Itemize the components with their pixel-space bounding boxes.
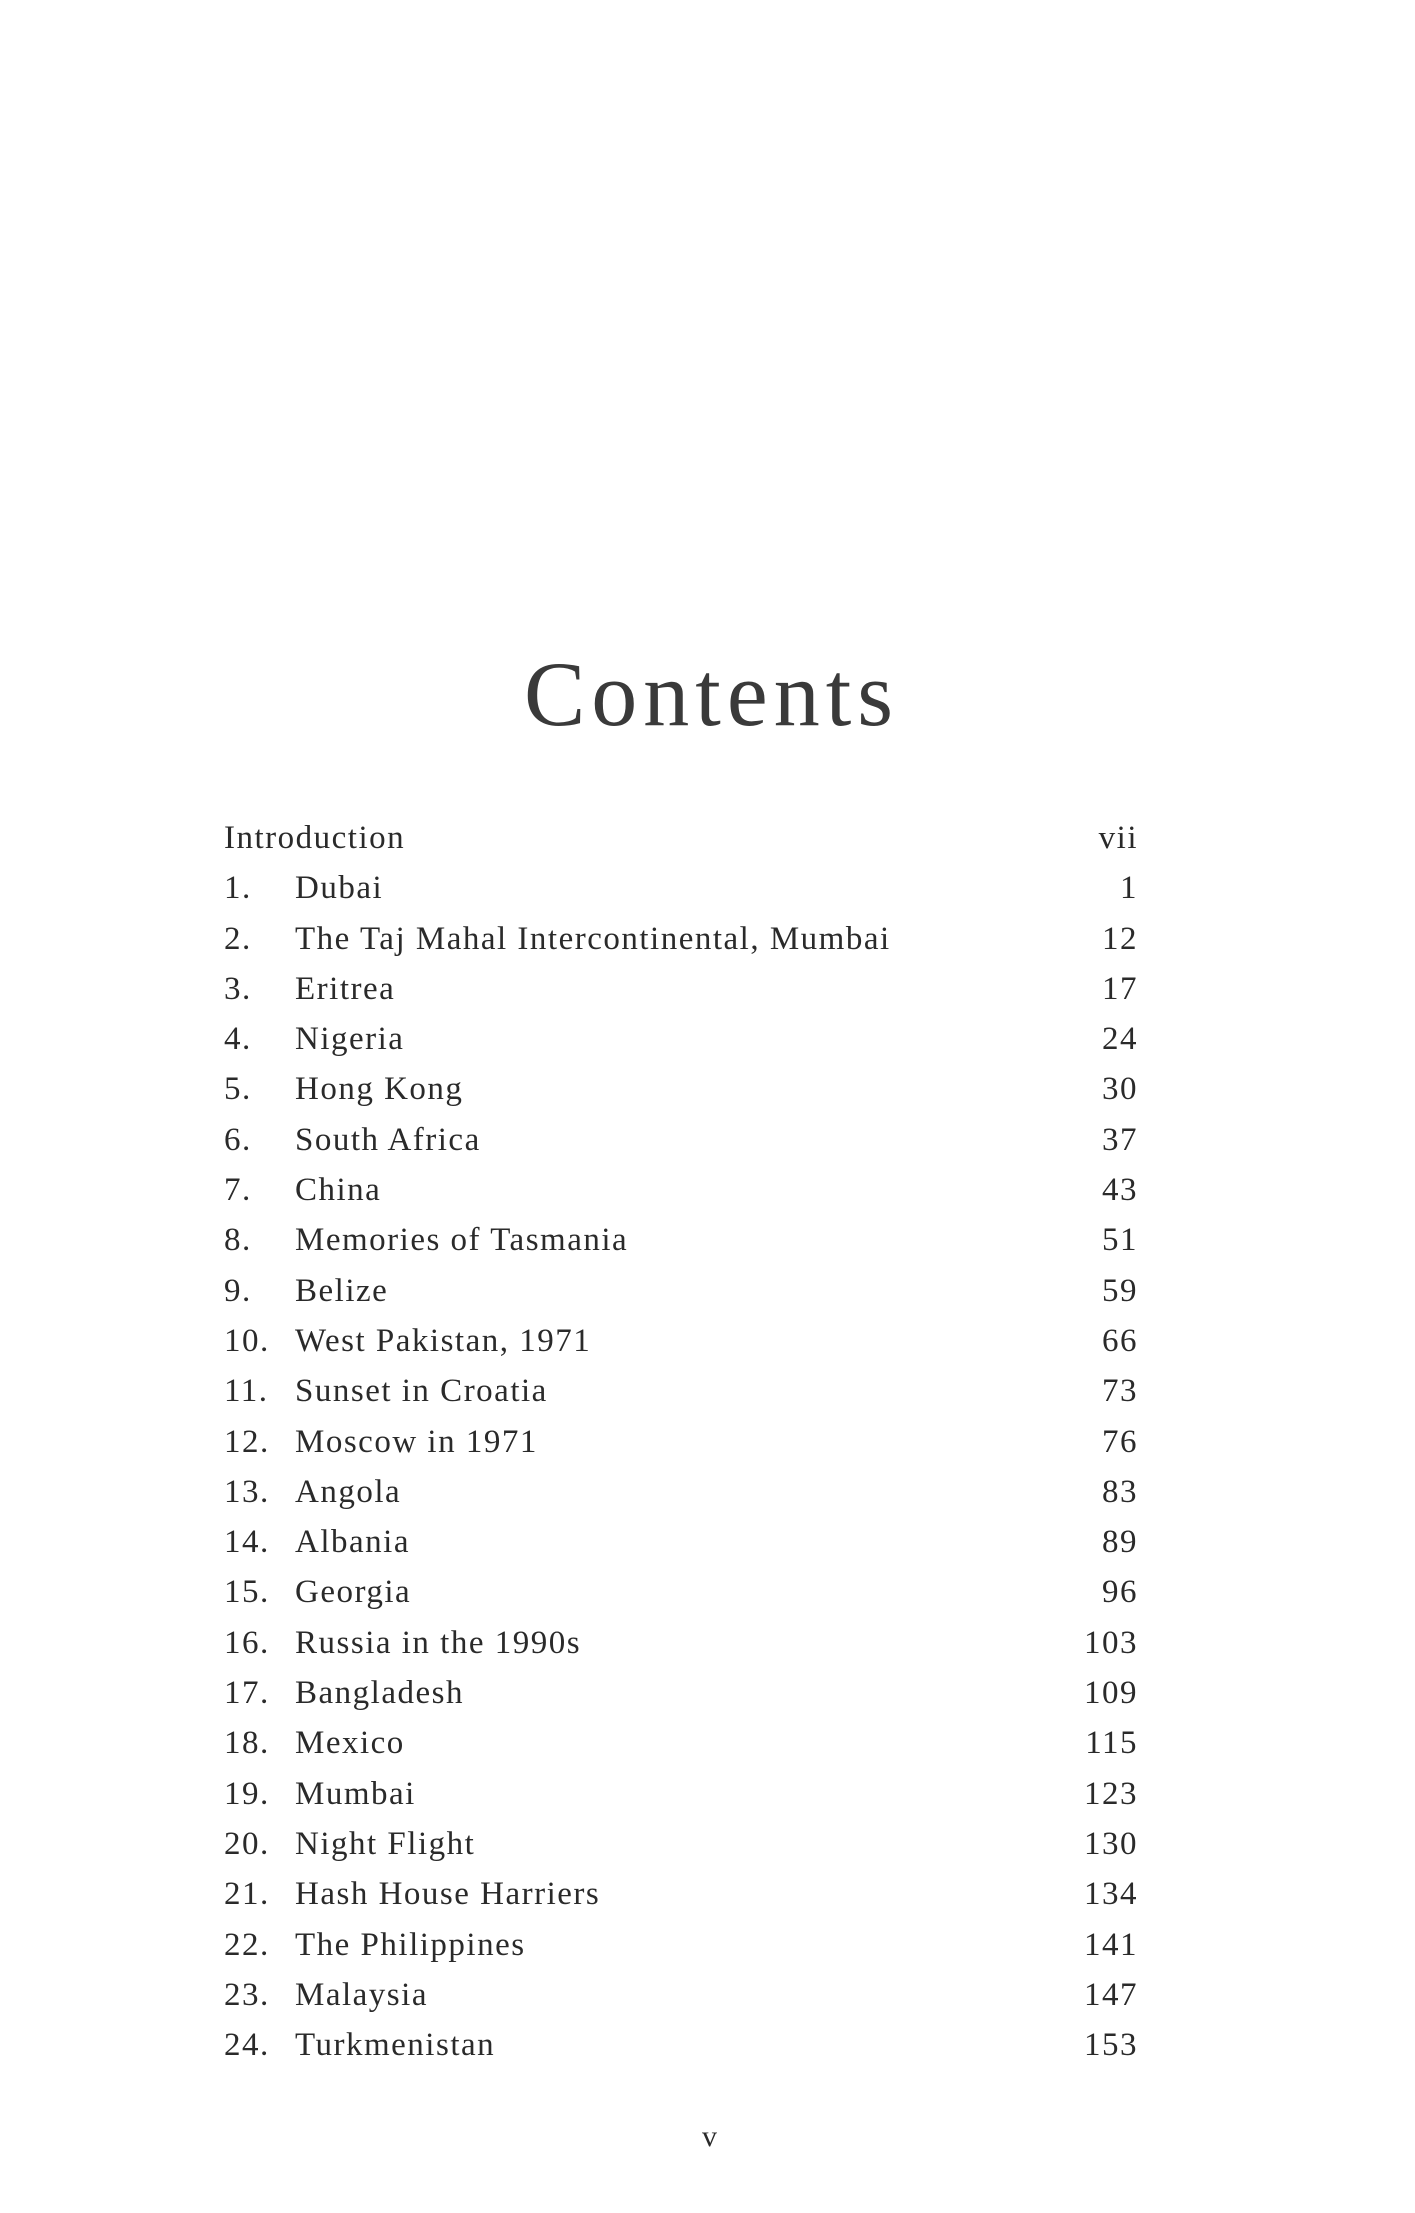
toc-entry-title: Hash House Harriers [295,1876,601,1913]
toc-entry-page: 109 [1084,1675,1138,1712]
toc-entry-page: 153 [1084,2027,1138,2064]
toc-entry[interactable] [224,1718,1138,1768]
toc-entry[interactable] [224,1467,1138,1517]
toc-entry-number: 14. [224,1524,270,1561]
toc-entry-page: 59 [1102,1272,1138,1309]
toc-entry[interactable] [224,1366,1138,1416]
toc-entry-page: 130 [1084,1825,1138,1862]
toc-entry-title: Mexico [295,1725,405,1762]
toc-entry-title: Turkmenistan [295,2027,496,2064]
toc-entry[interactable] [224,964,1138,1014]
toc-entry[interactable] [224,1165,1138,1215]
toc-entry-page: 17 [1102,970,1138,1007]
toc-entry-number: 16. [224,1624,270,1661]
toc-entry-title: Moscow in 1971 [295,1423,538,1460]
toc-entry-title: West Pakistan, 1971 [295,1322,592,1359]
toc-entry-number: 21. [224,1876,270,1913]
toc-entry[interactable] [224,1517,1138,1567]
toc-entry-title: Eritrea [295,970,396,1007]
toc-entry-number: 4. [224,1021,252,1058]
page-number: v [702,2120,717,2153]
toc-entry-number: 19. [224,1775,270,1812]
toc-entry-title: Mumbai [295,1775,416,1812]
toc-entry[interactable] [224,1769,1138,1819]
toc-entry-title: Hong Kong [295,1071,464,1108]
toc-entry-title: Georgia [295,1574,412,1611]
toc-entry[interactable] [224,1215,1138,1265]
toc-entry-title: Sunset in Croatia [295,1373,548,1410]
toc-entry-number: 5. [224,1071,252,1108]
toc-entry-page: 123 [1084,1775,1138,1812]
toc-entry[interactable] [224,1920,1138,1970]
toc-entry-page: 51 [1102,1222,1138,1259]
toc-entry[interactable] [224,1266,1138,1316]
toc-entry[interactable] [224,1316,1138,1366]
toc-entry-page: 73 [1102,1373,1138,1410]
toc-entry[interactable] [224,1668,1138,1718]
toc-entry-page: 147 [1084,1976,1138,2013]
toc-entry-number: 12. [224,1423,270,1460]
toc-entry-number: 10. [224,1322,270,1359]
toc-entry-page: 12 [1102,920,1138,957]
toc-entry[interactable] [224,1970,1138,2020]
toc-entry-number: 7. [224,1172,252,1209]
toc-entry-number: 22. [224,1926,270,1963]
toc-entry-title: China [295,1172,382,1209]
toc-entry-page: 115 [1085,1725,1138,1762]
toc-entry-title: Albania [295,1524,410,1561]
toc-entry-title: Malaysia [295,1976,428,2013]
toc-entry-number: 17. [224,1675,270,1712]
toc-entry-number: 18. [224,1725,270,1762]
toc-entry-page: 89 [1102,1524,1138,1561]
toc-entry-number: 11. [224,1373,269,1410]
toc-entry-number: 3. [224,970,252,1007]
toc-entry[interactable] [224,1115,1138,1165]
toc-entry-title: Memories of Tasmania [295,1222,629,1259]
toc-entry-page: 66 [1102,1322,1138,1359]
toc-entry-title: Introduction [224,820,406,856]
toc-entry[interactable] [224,1567,1138,1617]
toc-entry-page: 1 [1120,870,1138,907]
toc-entry[interactable] [224,1819,1138,1869]
toc-entry-page: vii [1098,820,1138,856]
toc-entry-title: Bangladesh [295,1675,464,1712]
toc-entry-title: Angola [295,1473,402,1510]
toc-entry[interactable] [224,863,1138,913]
toc-entry-title: Russia in the 1990s [295,1624,582,1661]
toc-entry-title: Night Flight [295,1825,476,1862]
toc-entry-number: 9. [224,1272,252,1309]
toc-entry-page: 141 [1084,1926,1138,1963]
toc-entry[interactable] [224,1417,1138,1467]
toc-entry-number: 13. [224,1473,270,1510]
page-title: Contents [523,643,900,745]
toc-entry-title: The Philippines [295,1926,526,1963]
toc-entry[interactable] [224,914,1138,964]
toc-entry-number: 8. [224,1222,252,1259]
toc-entry-number: 6. [224,1121,252,1158]
toc-entry-title: Dubai [295,870,384,907]
toc-entry[interactable] [224,1869,1138,1919]
toc-entry-page: 83 [1102,1473,1138,1510]
toc-entry-title: The Taj Mahal Intercontinental, Mumbai [295,920,891,957]
table-of-contents [224,813,1138,2070]
toc-entry[interactable] [224,1618,1138,1668]
toc-entry-number: 23. [224,1976,270,2013]
toc-entry-page: 37 [1102,1121,1138,1158]
toc-entry[interactable] [224,1014,1138,1064]
toc-entry[interactable] [224,2020,1138,2070]
toc-entry[interactable] [224,1064,1138,1114]
toc-entry-page: 103 [1084,1624,1138,1661]
toc-entry-number: 24. [224,2027,270,2064]
toc-entry-number: 2. [224,920,252,957]
toc-entry-page: 134 [1084,1876,1138,1913]
toc-entry-title: Nigeria [295,1021,405,1058]
toc-entry-number: 15. [224,1574,270,1611]
toc-entry-page: 96 [1102,1574,1138,1611]
toc-entry-page: 43 [1102,1172,1138,1209]
toc-entry-number: 20. [224,1825,270,1862]
toc-entry-page: 30 [1102,1071,1138,1108]
toc-entry-title: Belize [295,1272,389,1309]
toc-entry-introduction[interactable] [224,813,1138,863]
toc-entry-page: 24 [1102,1021,1138,1058]
toc-entry-number: 1. [224,870,252,907]
toc-entry-title: South Africa [295,1121,481,1158]
toc-entry-page: 76 [1102,1423,1138,1460]
